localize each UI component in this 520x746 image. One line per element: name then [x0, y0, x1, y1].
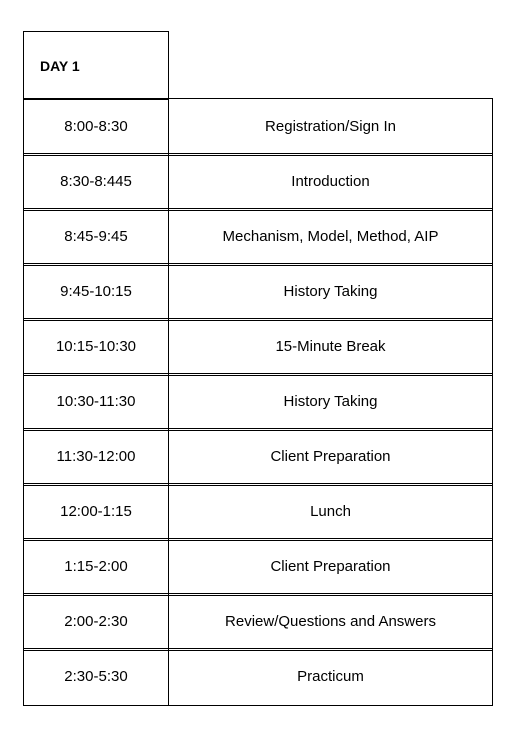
- schedule-rows: [23, 98, 493, 704]
- schedule-table: [23, 31, 493, 705]
- time-cell: 12:00-1:15: [23, 483, 169, 541]
- event-cell: Practicum: [168, 648, 493, 706]
- table-row: [23, 98, 493, 154]
- event-cell: History Taking: [168, 373, 493, 431]
- event-cell: History Taking: [168, 263, 493, 321]
- table-header-row: [23, 31, 493, 99]
- time-cell: 2:30-5:30: [23, 648, 169, 706]
- event-cell: Introduction: [168, 153, 493, 211]
- event-cell: Client Preparation: [168, 538, 493, 596]
- event-cell: Review/Questions and Answers: [168, 593, 493, 651]
- event-cell: Registration/Sign In: [168, 98, 493, 156]
- table-row: [23, 153, 493, 209]
- event-cell: Client Preparation: [168, 428, 493, 486]
- table-row: [23, 483, 493, 539]
- time-cell: 8:00-8:30: [23, 98, 169, 156]
- time-cell: 10:15-10:30: [23, 318, 169, 376]
- time-cell: 10:30-11:30: [23, 373, 169, 431]
- table-row: [23, 428, 493, 484]
- table-row: [23, 263, 493, 319]
- table-row: [23, 373, 493, 429]
- table-row: [23, 538, 493, 594]
- event-cell: 15-Minute Break: [168, 318, 493, 376]
- time-cell: 9:45-10:15: [23, 263, 169, 321]
- time-cell: 11:30-12:00: [23, 428, 169, 486]
- event-cell: Lunch: [168, 483, 493, 541]
- time-cell: 2:00-2:30: [23, 593, 169, 651]
- day-label: DAY 1: [40, 57, 80, 74]
- table-row: [23, 648, 493, 704]
- time-cell: 8:30-8:445: [23, 153, 169, 211]
- day-header-cell: [23, 31, 169, 100]
- time-cell: 8:45-9:45: [23, 208, 169, 266]
- time-cell: 1:15-2:00: [23, 538, 169, 596]
- table-row: [23, 318, 493, 374]
- event-cell: Mechanism, Model, Method, AIP: [168, 208, 493, 266]
- table-row: [23, 208, 493, 264]
- table-row: [23, 593, 493, 649]
